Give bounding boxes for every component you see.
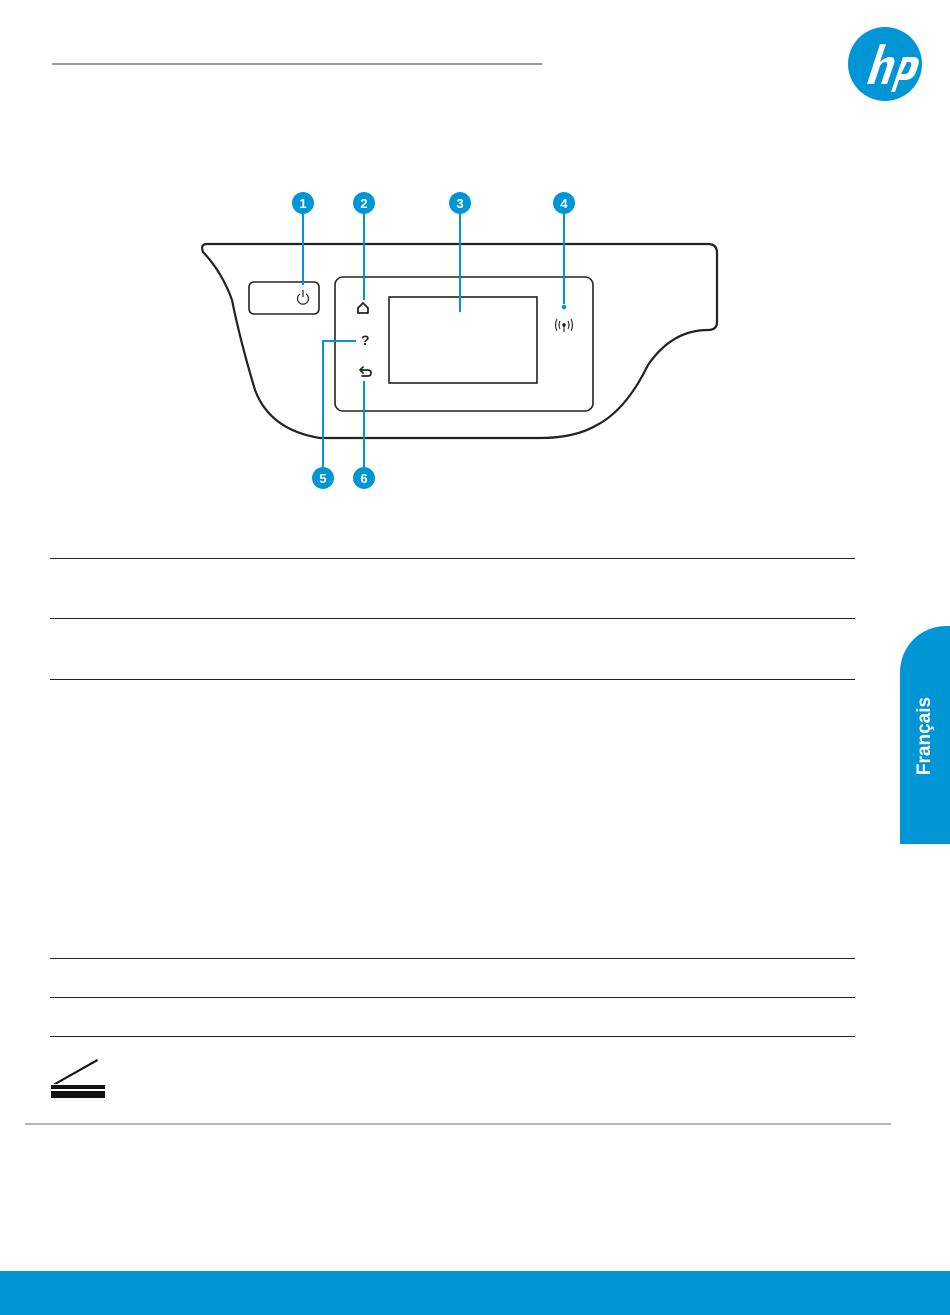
table-rule	[50, 997, 855, 998]
table-rule	[50, 679, 855, 680]
table-rule	[50, 618, 855, 619]
power-icon	[298, 290, 309, 304]
wireless-icon	[556, 319, 573, 332]
language-tab-label: Français	[914, 696, 935, 776]
back-icon	[360, 367, 371, 376]
callout-5	[312, 467, 334, 489]
wireless-light	[562, 305, 567, 310]
svg-text:2: 2	[360, 196, 368, 211]
table-rule	[50, 958, 855, 959]
callout-2	[353, 192, 375, 214]
table-rule	[50, 1036, 855, 1037]
scanner-icon	[51, 1057, 105, 1099]
callout-1	[292, 192, 314, 214]
language-tab[interactable]	[900, 626, 950, 844]
title-underline	[52, 63, 542, 65]
hp-logo	[847, 26, 923, 102]
help-icon: ?	[361, 332, 370, 348]
svg-text:5: 5	[319, 471, 327, 486]
svg-text:1: 1	[299, 196, 307, 211]
control-panel-display	[389, 297, 537, 383]
callout-3	[449, 192, 471, 214]
callout-4	[553, 192, 575, 214]
control-panel-diagram	[195, 185, 735, 495]
table-rule	[50, 558, 855, 559]
footer-divider	[25, 1123, 891, 1125]
home-icon	[358, 303, 368, 313]
svg-text:6: 6	[360, 471, 368, 486]
bottom-bar	[0, 1271, 950, 1315]
callout-6	[353, 467, 375, 489]
svg-text:4: 4	[560, 196, 568, 211]
svg-text:3: 3	[456, 196, 464, 211]
